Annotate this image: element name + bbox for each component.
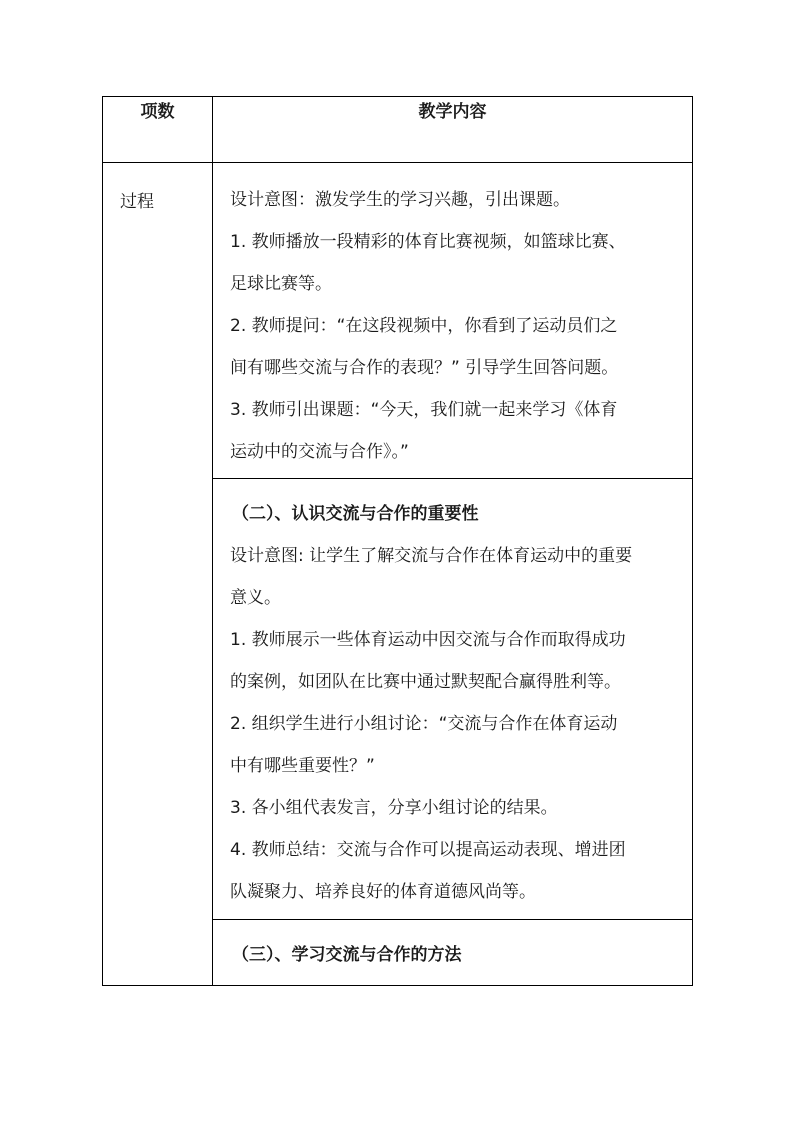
section2-line: 设计意图: 让学生了解交流与合作在体育运动中的重要: [230, 546, 633, 566]
table-header-row: [103, 97, 693, 163]
section1-line: 足球比赛等。: [230, 274, 332, 294]
section2-line: 4. 教师总结：交流与合作可以提高运动表现、增进团: [230, 840, 626, 860]
section-methods-cell: [213, 920, 693, 986]
section2-title: （二）、认识交流与合作的重要性: [232, 504, 479, 524]
section2-line: 中有哪些重要性？”: [230, 756, 375, 776]
section1-line: 2. 教师提问：“在这段视频中，你看到了运动员们之: [230, 316, 618, 336]
section1-line: 3. 教师引出课题：“今天，我们就一起来学习《体育: [230, 400, 618, 420]
section2-line: 1. 教师展示一些体育运动中因交流与合作而取得成功: [230, 630, 626, 650]
header-item-count: 项数: [103, 97, 213, 163]
section2-line: 意义。: [230, 588, 281, 608]
header-teaching-content: 教学内容: [213, 97, 693, 163]
section1-line: 设计意图：激发学生的学习兴趣，引出课题。: [230, 190, 570, 210]
section3-title: （三）、学习交流与合作的方法: [232, 945, 462, 965]
section1-line: 运动中的交流与合作》。”: [230, 442, 409, 462]
table-row: [103, 163, 693, 479]
row-label-process: 过程: [103, 163, 213, 986]
lesson-plan-table: [102, 96, 693, 986]
section2-line: 3. 各小组代表发言，分享小组讨论的结果。: [230, 798, 558, 818]
section2-line: 2. 组织学生进行小组讨论：“交流与合作在体育运动: [230, 714, 618, 734]
section-intro-cell: [213, 163, 693, 479]
section2-line: 队凝聚力、培养良好的体育道德风尚等。: [230, 882, 536, 902]
section2-line: 的案例，如团队在比赛中通过默契配合赢得胜利等。: [230, 672, 621, 692]
section-importance-cell: [213, 479, 693, 920]
section1-line: 1. 教师播放一段精彩的体育比赛视频，如篮球比赛、: [230, 232, 626, 252]
section1-line: 间有哪些交流与合作的表现？” 引导学生回答问题。: [230, 358, 619, 378]
